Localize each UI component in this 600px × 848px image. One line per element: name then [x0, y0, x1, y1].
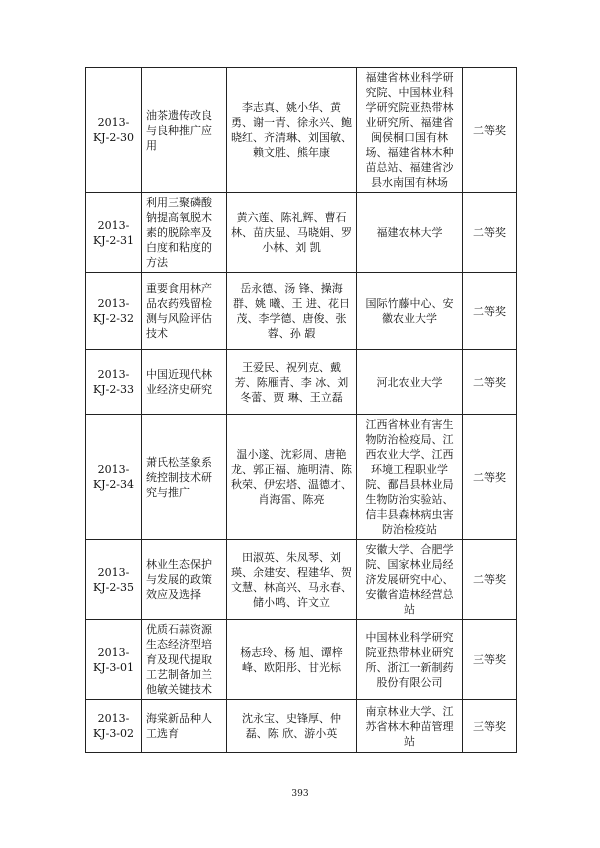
- project-code: 2013-KJ-2-34: [86, 415, 142, 540]
- awards-table: [85, 67, 517, 753]
- table-row: [86, 620, 517, 700]
- completing-units: 河北农业大学: [357, 350, 463, 415]
- project-name: 利用三聚磷酸钠提高氧脱木素的脱除率及白度和粘度的方法: [142, 193, 227, 273]
- completing-units: 福建农林大学: [357, 193, 463, 273]
- award-level: 二等奖: [463, 273, 517, 350]
- project-name: 优质石蒜资源生态经济型培育及现代提取工艺制备加兰他敏关键技术: [142, 620, 227, 700]
- table-row: [86, 273, 517, 350]
- team-members: 杨志玲、杨 旭、谭梓峰、欧阳彤、甘光标: [227, 620, 357, 700]
- award-level: 二等奖: [463, 68, 517, 193]
- award-level: 二等奖: [463, 350, 517, 415]
- table-row: [86, 415, 517, 540]
- project-name: 油茶遗传改良与良种推广应用: [142, 68, 227, 193]
- award-level: 二等奖: [463, 193, 517, 273]
- completing-units: 中国林业科学研究院亚热带林业研究所、浙江一新制药股份有限公司: [357, 620, 463, 700]
- team-members: 田淑英、朱凤琴、刘 瑛、余建安、程建华、贺文慧、林高兴、马永春、储小鸣、许文立: [227, 540, 357, 620]
- project-code: 2013-KJ-3-01: [86, 620, 142, 700]
- award-level: 二等奖: [463, 415, 517, 540]
- completing-units: 安徽大学、合肥学院、国家林业局经济发展研究中心、安徽省造林经营总站: [357, 540, 463, 620]
- table-row: [86, 193, 517, 273]
- team-members: 黄六莲、陈礼辉、曹石林、苗庆显、马晓娟、罗小林、刘 凯: [227, 193, 357, 273]
- completing-units: 国际竹藤中心、安徽农业大学: [357, 273, 463, 350]
- project-code: 2013-KJ-2-31: [86, 193, 142, 273]
- team-members: 岳永德、汤 锋、操海群、姚 曦、王 进、花日茂、李学德、唐俊、张 蓉、孙 嘏: [227, 273, 357, 350]
- team-members: 温小遂、沈彩周、唐艳龙、郭正福、施明清、陈秋荣、伊宏塔、温德才、肖海雷、陈亮: [227, 415, 357, 540]
- team-members: 王爱民、祝列克、戴 芳、陈雁青、李 冰、刘冬蕾、贾 琳、王立磊: [227, 350, 357, 415]
- award-level: 三等奖: [463, 620, 517, 700]
- team-members: 李志真、姚小华、黄 勇、谢一青、徐永兴、鲍晓红、齐清琳、刘国敏、赖文胜、熊年康: [227, 68, 357, 193]
- completing-units: 福建省林业科学研究院、中国林业科学研究院亚热带林业研究所、福建省闽侯桐口国有林场、福建省林木种苗总站、福建省沙县水南国有林场: [357, 68, 463, 193]
- table-row: [86, 700, 517, 753]
- completing-units: 南京林业大学、江苏省林木种苗管理站: [357, 700, 463, 753]
- project-name: 中国近现代林业经济史研究: [142, 350, 227, 415]
- table-row: [86, 350, 517, 415]
- project-code: 2013-KJ-2-33: [86, 350, 142, 415]
- table-row: [86, 68, 517, 193]
- project-name: 海棠新品种人工选育: [142, 700, 227, 753]
- award-level: 二等奖: [463, 540, 517, 620]
- table-row: [86, 540, 517, 620]
- page-number: 393: [291, 789, 309, 799]
- completing-units: 江西省林业有害生物防治检疫局、江西农业大学、江西环境工程职业学院、鄱昌县林业局生物防治实验站、信丰县森林病虫害防治检疫站: [357, 415, 463, 540]
- project-name: 萧氏松茎象系统控制技术研究与推广: [142, 415, 227, 540]
- project-name: 林业生态保护与发展的政策效应及选择: [142, 540, 227, 620]
- project-code: 2013-KJ-2-32: [86, 273, 142, 350]
- award-level: 三等奖: [463, 700, 517, 753]
- project-code: 2013-KJ-3-02: [86, 700, 142, 753]
- project-name: 重要食用林产品农药残留检测与风险评估技术: [142, 273, 227, 350]
- project-code: 2013-KJ-2-35: [86, 540, 142, 620]
- team-members: 沈永宝、史锋厚、仲 磊、陈 欣、游小英: [227, 700, 357, 753]
- project-code: 2013-KJ-2-30: [86, 68, 142, 193]
